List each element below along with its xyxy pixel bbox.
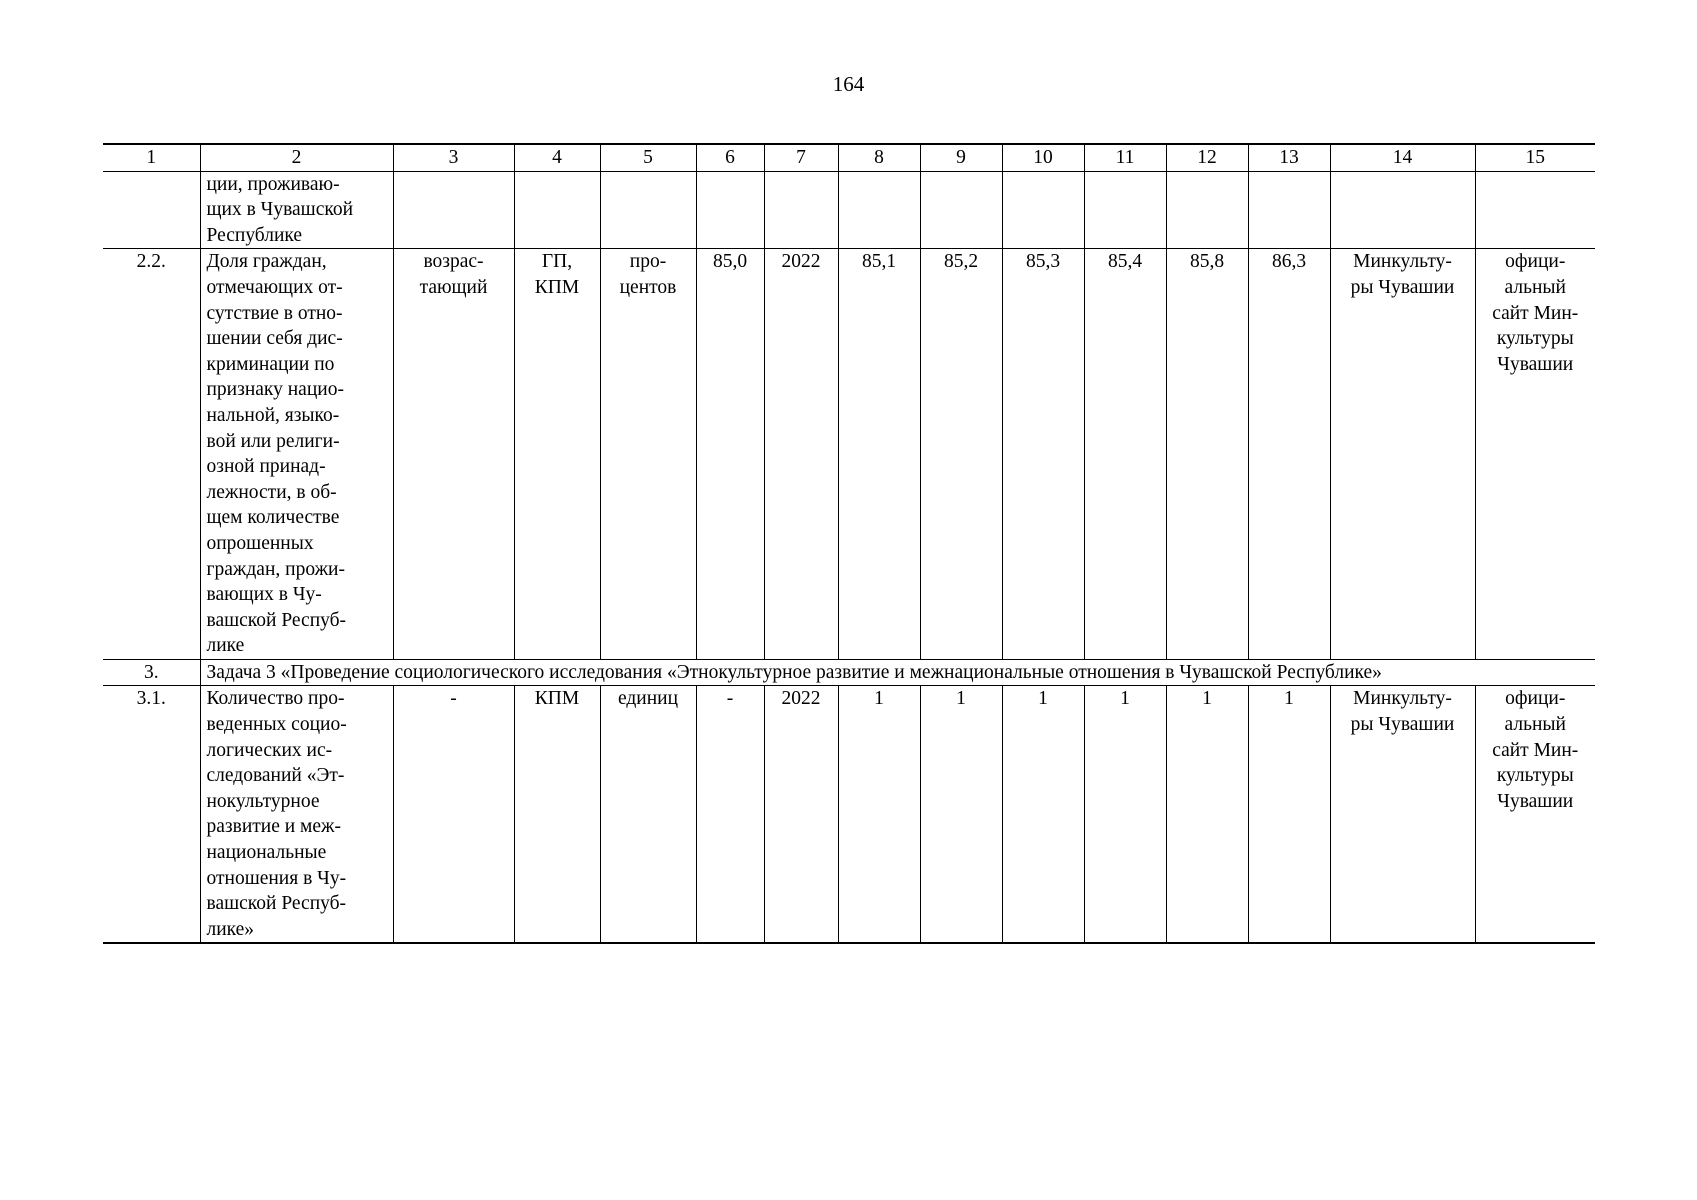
cell-num: 3. bbox=[103, 659, 200, 686]
cell-trend: - bbox=[393, 686, 514, 943]
cell-value: 85,8 bbox=[1166, 249, 1248, 660]
cell-value: 1 bbox=[920, 686, 1002, 943]
text-line: культуры bbox=[1496, 328, 1574, 350]
cell-value: 86,3 bbox=[1248, 249, 1330, 660]
cell-empty bbox=[600, 171, 696, 249]
cell-empty bbox=[1166, 171, 1248, 249]
cell-value: 1 bbox=[1166, 686, 1248, 943]
text-line: отношения в Чу- bbox=[206, 867, 347, 889]
cell-value: 85,4 bbox=[1084, 249, 1166, 660]
table-row-continuation bbox=[103, 171, 1595, 249]
cell-value: 85,0 bbox=[696, 249, 764, 660]
text-line: офици- bbox=[1505, 251, 1566, 273]
cell-empty bbox=[1475, 171, 1595, 249]
header-cell: 1 bbox=[103, 144, 200, 171]
text-line: ры Чувашии bbox=[1350, 714, 1455, 736]
text-line: про- bbox=[629, 251, 667, 273]
text-line: озной принад- bbox=[206, 456, 326, 478]
cell-empty bbox=[1330, 171, 1475, 249]
text-line: криминации по bbox=[206, 353, 335, 375]
text-line: культуры bbox=[1496, 765, 1574, 787]
cell-value: 1 bbox=[838, 686, 920, 943]
text-line: сайт Мин- bbox=[1492, 302, 1579, 324]
cell-unit: единиц bbox=[600, 686, 696, 943]
indicators-table bbox=[103, 143, 1595, 944]
text-line: отмечающих от- bbox=[206, 276, 343, 298]
cell-value: 1 bbox=[1084, 686, 1166, 943]
text-line: ГП, bbox=[541, 251, 573, 273]
cell-empty bbox=[393, 171, 514, 249]
text-line: тающий bbox=[419, 276, 488, 298]
cell-empty bbox=[696, 171, 764, 249]
cell-unit bbox=[600, 249, 696, 660]
header-cell: 2 bbox=[200, 144, 393, 171]
cell-year: 2022 bbox=[764, 686, 838, 943]
text-line: Минкульту- bbox=[1353, 688, 1452, 710]
text-line: национальные bbox=[206, 842, 327, 864]
cell-empty bbox=[920, 171, 1002, 249]
table-row-task-3 bbox=[103, 659, 1595, 686]
table-row-3-1 bbox=[103, 686, 1595, 943]
header-cell: 5 bbox=[600, 144, 696, 171]
text-line: шении себя дис- bbox=[206, 328, 343, 350]
text-line: лежности, в об- bbox=[206, 481, 337, 503]
text-line: Количество про- bbox=[206, 688, 345, 710]
text-line: ры Чувашии bbox=[1350, 276, 1455, 298]
text-line: вой или религи- bbox=[206, 430, 340, 452]
text-line: сайт Мин- bbox=[1492, 739, 1579, 761]
text-line: Республике bbox=[206, 224, 303, 246]
text-line: вающих в Чу- bbox=[206, 584, 322, 606]
header-cell: 6 bbox=[696, 144, 764, 171]
cell-value: 85,2 bbox=[920, 249, 1002, 660]
column-number-row bbox=[103, 144, 1595, 171]
text-line: альный bbox=[1504, 714, 1566, 736]
page-number: 164 bbox=[832, 72, 865, 96]
text-line: вашской Респуб- bbox=[206, 609, 347, 631]
text-line: Доля граждан, bbox=[206, 251, 327, 273]
text-line: офици- bbox=[1505, 688, 1566, 710]
table-row-2-2 bbox=[103, 249, 1595, 660]
cell-empty bbox=[1002, 171, 1084, 249]
header-cell: 9 bbox=[920, 144, 1002, 171]
cell-value: 85,1 bbox=[838, 249, 920, 660]
text-line: Минкульту- bbox=[1353, 251, 1452, 273]
cell-source bbox=[1475, 686, 1595, 943]
text-line: опрошенных bbox=[206, 532, 314, 554]
text-line: ции, проживаю- bbox=[206, 173, 340, 195]
header-cell: 14 bbox=[1330, 144, 1475, 171]
text-line: нальной, языко- bbox=[206, 404, 340, 426]
text-line: щем количестве bbox=[206, 507, 340, 529]
text-line: вашской Респуб- bbox=[206, 893, 347, 915]
text-line: нокультурное bbox=[206, 790, 320, 812]
text-line: КПМ bbox=[534, 276, 580, 298]
cell-value: 1 bbox=[1002, 686, 1084, 943]
text-line: возрас- bbox=[423, 251, 484, 273]
text-line: признаку нацио- bbox=[206, 379, 344, 401]
cell-empty bbox=[838, 171, 920, 249]
cell-program-type bbox=[514, 249, 600, 660]
cell-num bbox=[103, 171, 200, 249]
text-line: щих в Чувашской bbox=[206, 199, 354, 221]
text-line: сутствие в отно- bbox=[206, 302, 343, 324]
header-cell: 8 bbox=[838, 144, 920, 171]
cell-program-type: КПМ bbox=[514, 686, 600, 943]
cell-num: 3.1. bbox=[103, 686, 200, 943]
text-line: лике bbox=[206, 635, 245, 657]
header-cell: 12 bbox=[1166, 144, 1248, 171]
cell-empty bbox=[764, 171, 838, 249]
cell-empty bbox=[1084, 171, 1166, 249]
cell-value: 1 bbox=[1248, 686, 1330, 943]
cell-responsible bbox=[1330, 249, 1475, 660]
header-cell: 15 bbox=[1475, 144, 1595, 171]
cell-task-title: Задача 3 «Проведение социологического исследования «Этнокультурное развитие и межнациональные отношения в Чувашской Республике» bbox=[200, 659, 1595, 686]
cell-empty bbox=[1248, 171, 1330, 249]
cell-indicator-name bbox=[200, 686, 393, 943]
cell-responsible bbox=[1330, 686, 1475, 943]
header-cell: 7 bbox=[764, 144, 838, 171]
text-line: логических ис- bbox=[206, 739, 333, 761]
cell-trend bbox=[393, 249, 514, 660]
text-line: центов bbox=[619, 276, 677, 298]
text-line: граждан, прожи- bbox=[206, 558, 345, 580]
text-line: следований «Эт- bbox=[206, 765, 345, 787]
cell-indicator-name bbox=[200, 249, 393, 660]
cell-indicator-name bbox=[200, 171, 393, 249]
header-cell: 11 bbox=[1084, 144, 1166, 171]
cell-empty bbox=[514, 171, 600, 249]
text-line: веденных социо- bbox=[206, 714, 347, 736]
text-line: развитие и меж- bbox=[206, 816, 342, 838]
header-cell: 13 bbox=[1248, 144, 1330, 171]
text-line: лике» bbox=[206, 918, 255, 940]
text-line: Чувашии bbox=[1497, 790, 1574, 812]
text-line: альный bbox=[1504, 276, 1566, 298]
cell-year: 2022 bbox=[764, 249, 838, 660]
cell-source bbox=[1475, 249, 1595, 660]
cell-value: 85,3 bbox=[1002, 249, 1084, 660]
cell-value: - bbox=[696, 686, 764, 943]
text-line: Чувашии bbox=[1497, 353, 1574, 375]
cell-num: 2.2. bbox=[103, 249, 200, 660]
header-cell: 3 bbox=[393, 144, 514, 171]
header-cell: 4 bbox=[514, 144, 600, 171]
header-cell: 10 bbox=[1002, 144, 1084, 171]
